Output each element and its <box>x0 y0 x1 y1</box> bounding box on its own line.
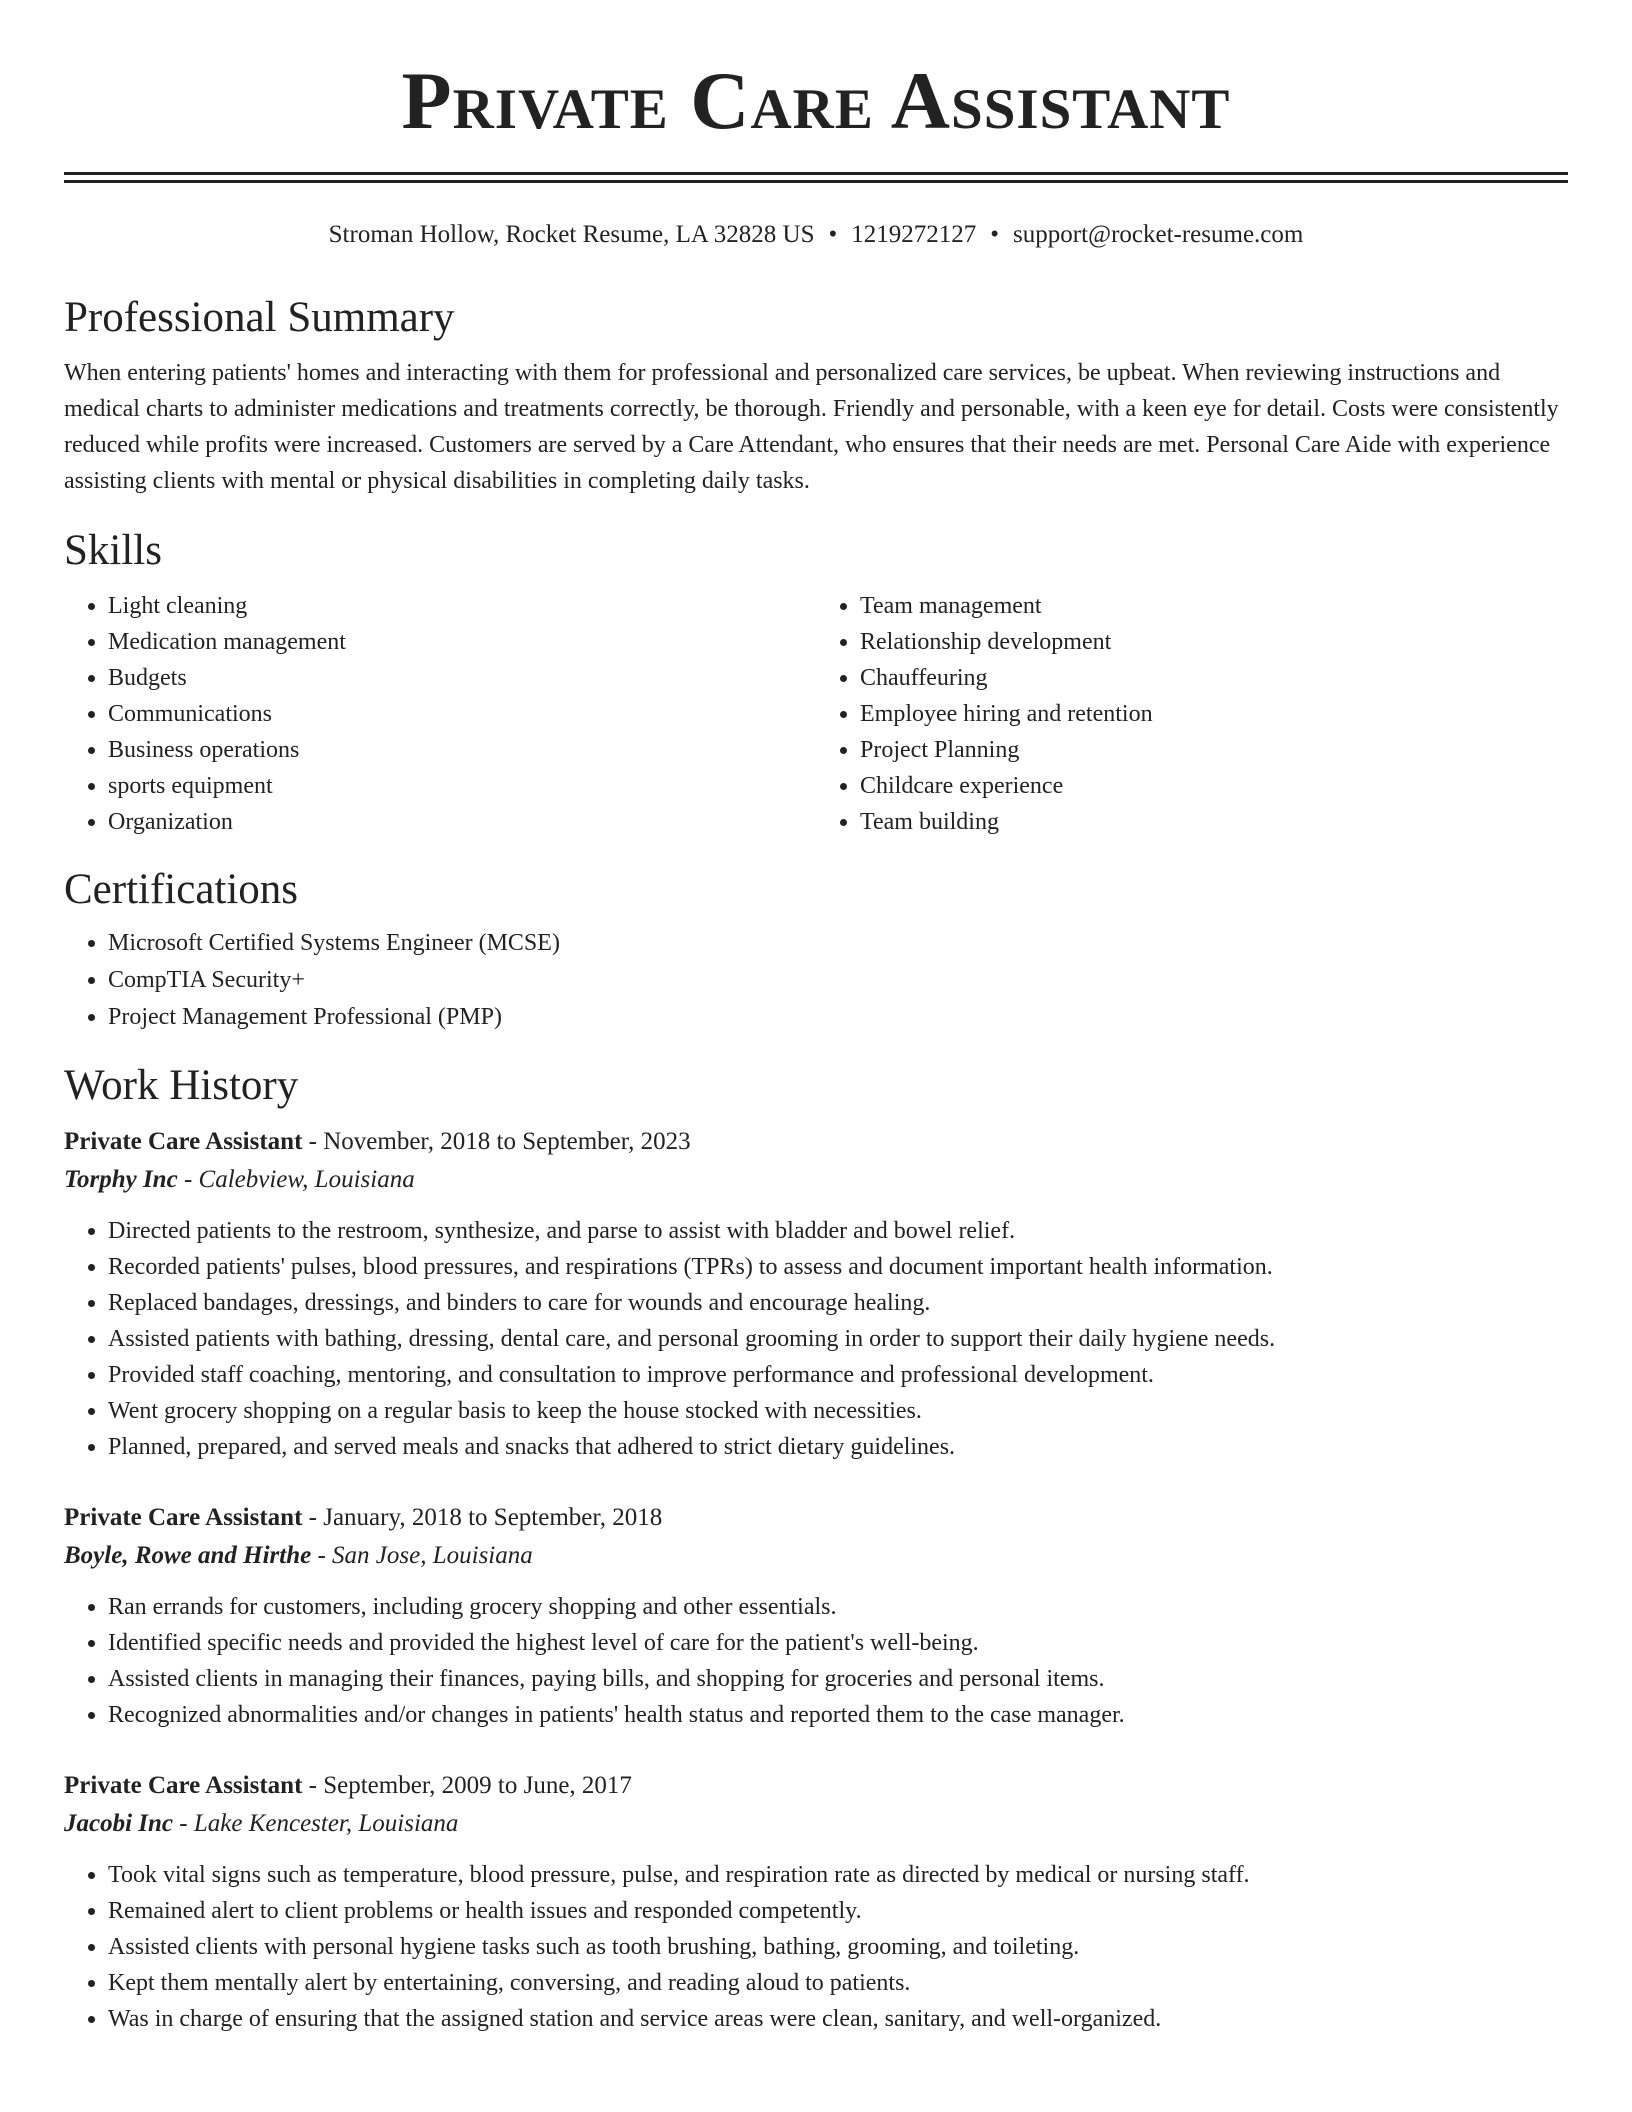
job-duty-item: • Went grocery shopping on a regular basis to keep the house stocked with necessities. <box>108 1393 1568 1429</box>
skills-list-right <box>816 588 1568 840</box>
certifications-list <box>64 925 1568 1036</box>
job-duties-list <box>64 1589 1568 1733</box>
job-company: Boyle, Rowe and Hirthe <box>64 1542 312 1570</box>
job-company-line <box>64 1805 1568 1843</box>
certifications-heading: Certifications <box>64 865 299 913</box>
job-company: Torphy Inc <box>64 1166 178 1194</box>
job-duty-item: • Recognized abnormalities and/or changes in patients' health status and reported them to the case manager. <box>108 1697 1568 1733</box>
resume-title: Private Care Assistant <box>401 55 1231 146</box>
job-duty-item: • Took vital signs such as temperature, blood pressure, pulse, and respiration rate as directed by medical or nursing staff. <box>108 1857 1568 1893</box>
job-duty-item: • Recorded patients' pulses, blood pressures, and respirations (TPRs) to assess and document important health information. <box>108 1249 1568 1285</box>
job-duty-item: • Assisted clients with personal hygiene tasks such as tooth brushing, bathing, grooming, and toileting. <box>108 1929 1568 1965</box>
skill-item: • Team building <box>860 804 1568 840</box>
skill-item: • Light cleaning <box>108 588 816 624</box>
contact-separator: • <box>828 221 838 248</box>
skill-item: • Business operations <box>108 732 816 768</box>
job-duty-item: • Assisted patients with bathing, dressing, dental care, and personal grooming in order to support their daily hygiene needs. <box>108 1321 1568 1357</box>
job-dates: - November, 2018 to September, 2023 <box>302 1128 691 1156</box>
job-entry <box>64 1123 1568 1465</box>
job-duty-item: • Directed patients to the restroom, synthesize, and parse to assist with bladder and bowel relief. <box>108 1213 1568 1249</box>
job-dates: - September, 2009 to June, 2017 <box>302 1772 632 1800</box>
job-duty-item: • Identified specific needs and provided the highest level of care for the patient's well-being. <box>108 1625 1568 1661</box>
contact-address: Stroman Hollow, Rocket Resume, LA 32828 US <box>328 221 815 248</box>
skill-item: • Project Planning <box>860 732 1568 768</box>
job-location: - Lake Kencester, Louisiana <box>173 1810 459 1838</box>
job-title: Private Care Assistant <box>64 1128 303 1156</box>
job-dates: - January, 2018 to September, 2018 <box>302 1504 663 1532</box>
contact-separator: • <box>990 221 1000 248</box>
skill-item: • Childcare experience <box>860 768 1568 804</box>
skill-item: • Team management <box>860 588 1568 624</box>
job-title-line <box>64 1767 1568 1805</box>
job-entry <box>64 1767 1568 2037</box>
skill-item: • Chauffeuring <box>860 660 1568 696</box>
contact-email: support@rocket-resume.com <box>1013 221 1304 248</box>
skill-item: • sports equipment <box>108 768 816 804</box>
job-title-line <box>64 1123 1568 1161</box>
job-duty-item: • Replaced bandages, dressings, and binders to care for wounds and encourage healing. <box>108 1285 1568 1321</box>
job-company-line <box>64 1537 1568 1575</box>
summary-text: When entering patients' homes and interacting with them for professional and personalized care services, be upbeat. When reviewing instructions and medical charts to administer medications and treatments correctly, be thorough. Friendly and personable, with a keen eye for detail. Costs were consistently reduced while profits were increased. Customers are served by a Care Attendant, who ensures that their needs are met. Personal Care Aide with experience assisting clients with mental or physical disabilities in completing daily tasks. <box>64 360 1559 495</box>
job-location: - Calebview, Louisiana <box>177 1166 415 1194</box>
job-duties-list <box>64 1857 1568 2037</box>
job-duty-item: • Remained alert to client problems or health issues and responded competently. <box>108 1893 1568 1929</box>
job-duties-list <box>64 1213 1568 1465</box>
skills-heading: Skills <box>64 527 162 575</box>
job-duty-item: • Ran errands for customers, including grocery shopping and other essentials. <box>108 1589 1568 1625</box>
contact-phone: 1219272127 <box>851 221 977 248</box>
job-duty-item: • Was in charge of ensuring that the assigned station and service areas were clean, sanitary, and well-organized. <box>108 2001 1568 2037</box>
job-duty-item: • Kept them mentally alert by entertaining, conversing, and reading aloud to patients. <box>108 1965 1568 2001</box>
job-company-line <box>64 1161 1568 1199</box>
job-duty-item: • Assisted clients in managing their finances, paying bills, and shopping for groceries and personal items. <box>108 1661 1568 1697</box>
job-duty-item: • Planned, prepared, and served meals and snacks that adhered to strict dietary guidelines. <box>108 1429 1568 1465</box>
job-title: Private Care Assistant <box>64 1772 303 1800</box>
skill-item: • Relationship development <box>860 624 1568 660</box>
skill-item: • Medication management <box>108 624 816 660</box>
skill-item: • Organization <box>108 804 816 840</box>
job-title-line <box>64 1499 1568 1537</box>
skill-item: • Employee hiring and retention <box>860 696 1568 732</box>
skills-list-left <box>64 588 816 840</box>
contact-line <box>64 220 1568 250</box>
certification-item: • CompTIA Security+ <box>108 962 1568 999</box>
skill-item: • Budgets <box>108 660 816 696</box>
job-entry <box>64 1499 1568 1733</box>
title-double-rule <box>64 172 1568 183</box>
job-title: Private Care Assistant <box>64 1504 303 1532</box>
job-duty-item: • Provided staff coaching, mentoring, and consultation to improve performance and professional development. <box>108 1357 1568 1393</box>
certification-item: • Project Management Professional (PMP) <box>108 999 1568 1036</box>
job-company: Jacobi Inc <box>64 1810 174 1838</box>
summary-heading: Professional Summary <box>64 294 455 341</box>
work-history-heading: Work History <box>64 1061 299 1109</box>
job-location: - San Jose, Louisiana <box>311 1542 533 1570</box>
skills-grid <box>64 588 1568 840</box>
skill-item: • Communications <box>108 696 816 732</box>
certification-item: • Microsoft Certified Systems Engineer (MCSE) <box>108 925 1568 962</box>
